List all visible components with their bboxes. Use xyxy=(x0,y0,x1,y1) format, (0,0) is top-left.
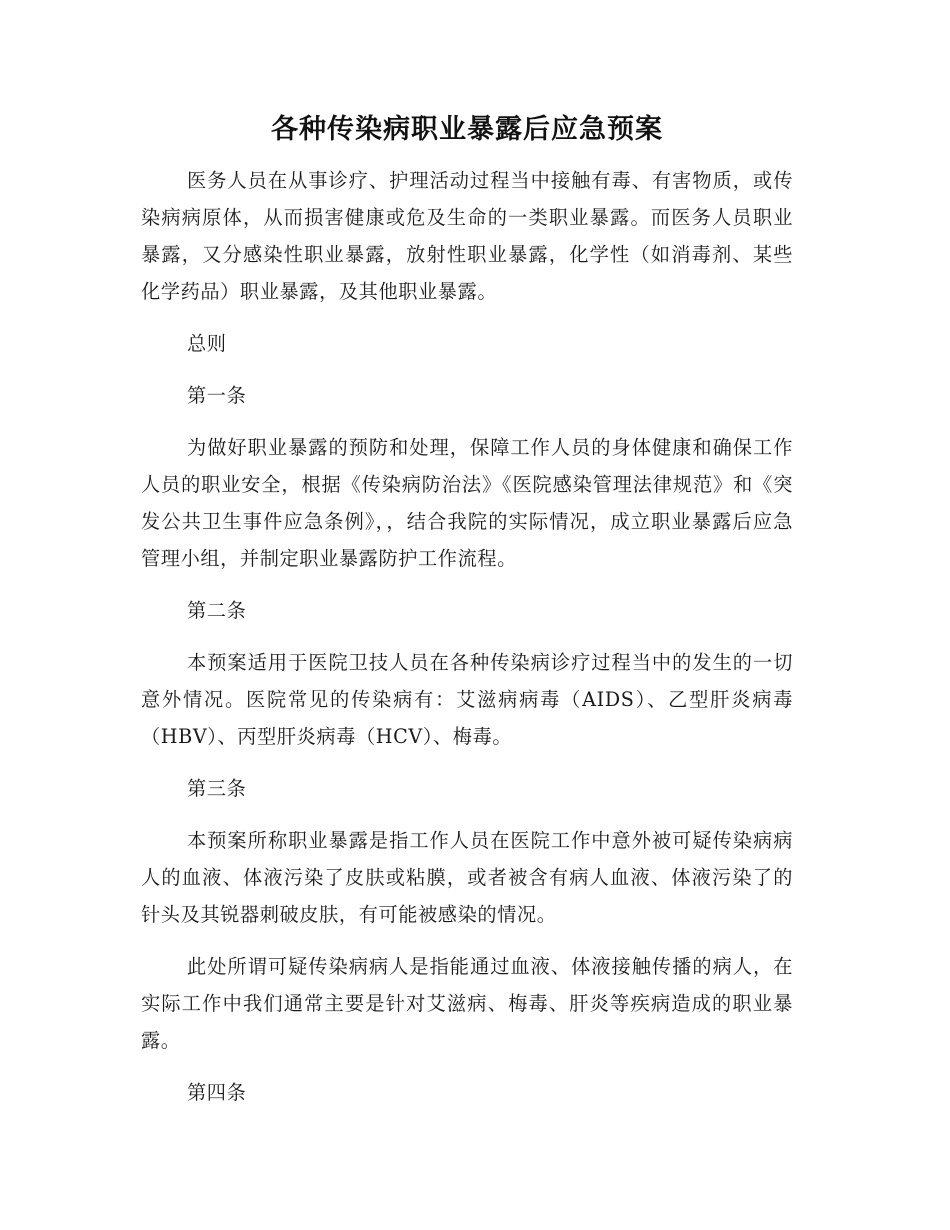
article-heading-1: 第一条 xyxy=(187,384,247,407)
article-heading-4: 第四条 xyxy=(187,1081,247,1104)
document-title: 各种传染病职业暴露后应急预案 xyxy=(271,114,663,145)
article-3-paragraph-2: 此处所谓可疑传染病病人是指能通过血液、体液接触传播的病人，在实际工作中我们通常主要是针对艾滋病、梅毒、肝炎等疾病造成的职业暴露。 xyxy=(141,955,793,1052)
article-2-paragraph: 本预案适用于医院卫技人员在各种传染病诊疗过程当中的发生的一切意外情况。医院常见的传染病有：艾滋病病毒（AIDS）、乙型肝炎病毒（HBV）、丙型肝炎病毒（HCV）、梅毒。 xyxy=(141,651,793,748)
intro-paragraph: 医务人员在从事诊疗、护理活动过程当中接触有毒、有害物质，或传染病病原体，从而损害健康或危及生命的一类职业暴露。而医务人员职业暴露，又分感染性职业暴露，放射性职业暴露，化学性（如消毒剂、某些化学药品）职业暴露，及其他职业暴露。 xyxy=(141,169,793,303)
article-3-paragraph-1: 本预案所称职业暴露是指工作人员在医院工作中意外被可疑传染病病人的血液、体液污染了皮肤或粘膜，或者被含有病人血液、体液污染了的针头及其锐器刺破皮肤，有可能被感染的情况。 xyxy=(141,829,793,926)
section-heading-general: 总则 xyxy=(187,332,227,355)
document-page xyxy=(141,110,793,1126)
article-1-paragraph: 为做好职业暴露的预防和处理，保障工作人员的身体健康和确保工作人员的职业安全，根据《传染病防治法》《医院感染管理法律规范》和《突发公共卫生事件应急条例》，，结合我院的实际情况，成立职业暴露后应急管理小组，并制定职业暴露防护工作流程。 xyxy=(141,436,793,570)
article-heading-2: 第二条 xyxy=(187,599,247,622)
article-heading-3: 第三条 xyxy=(187,777,247,800)
